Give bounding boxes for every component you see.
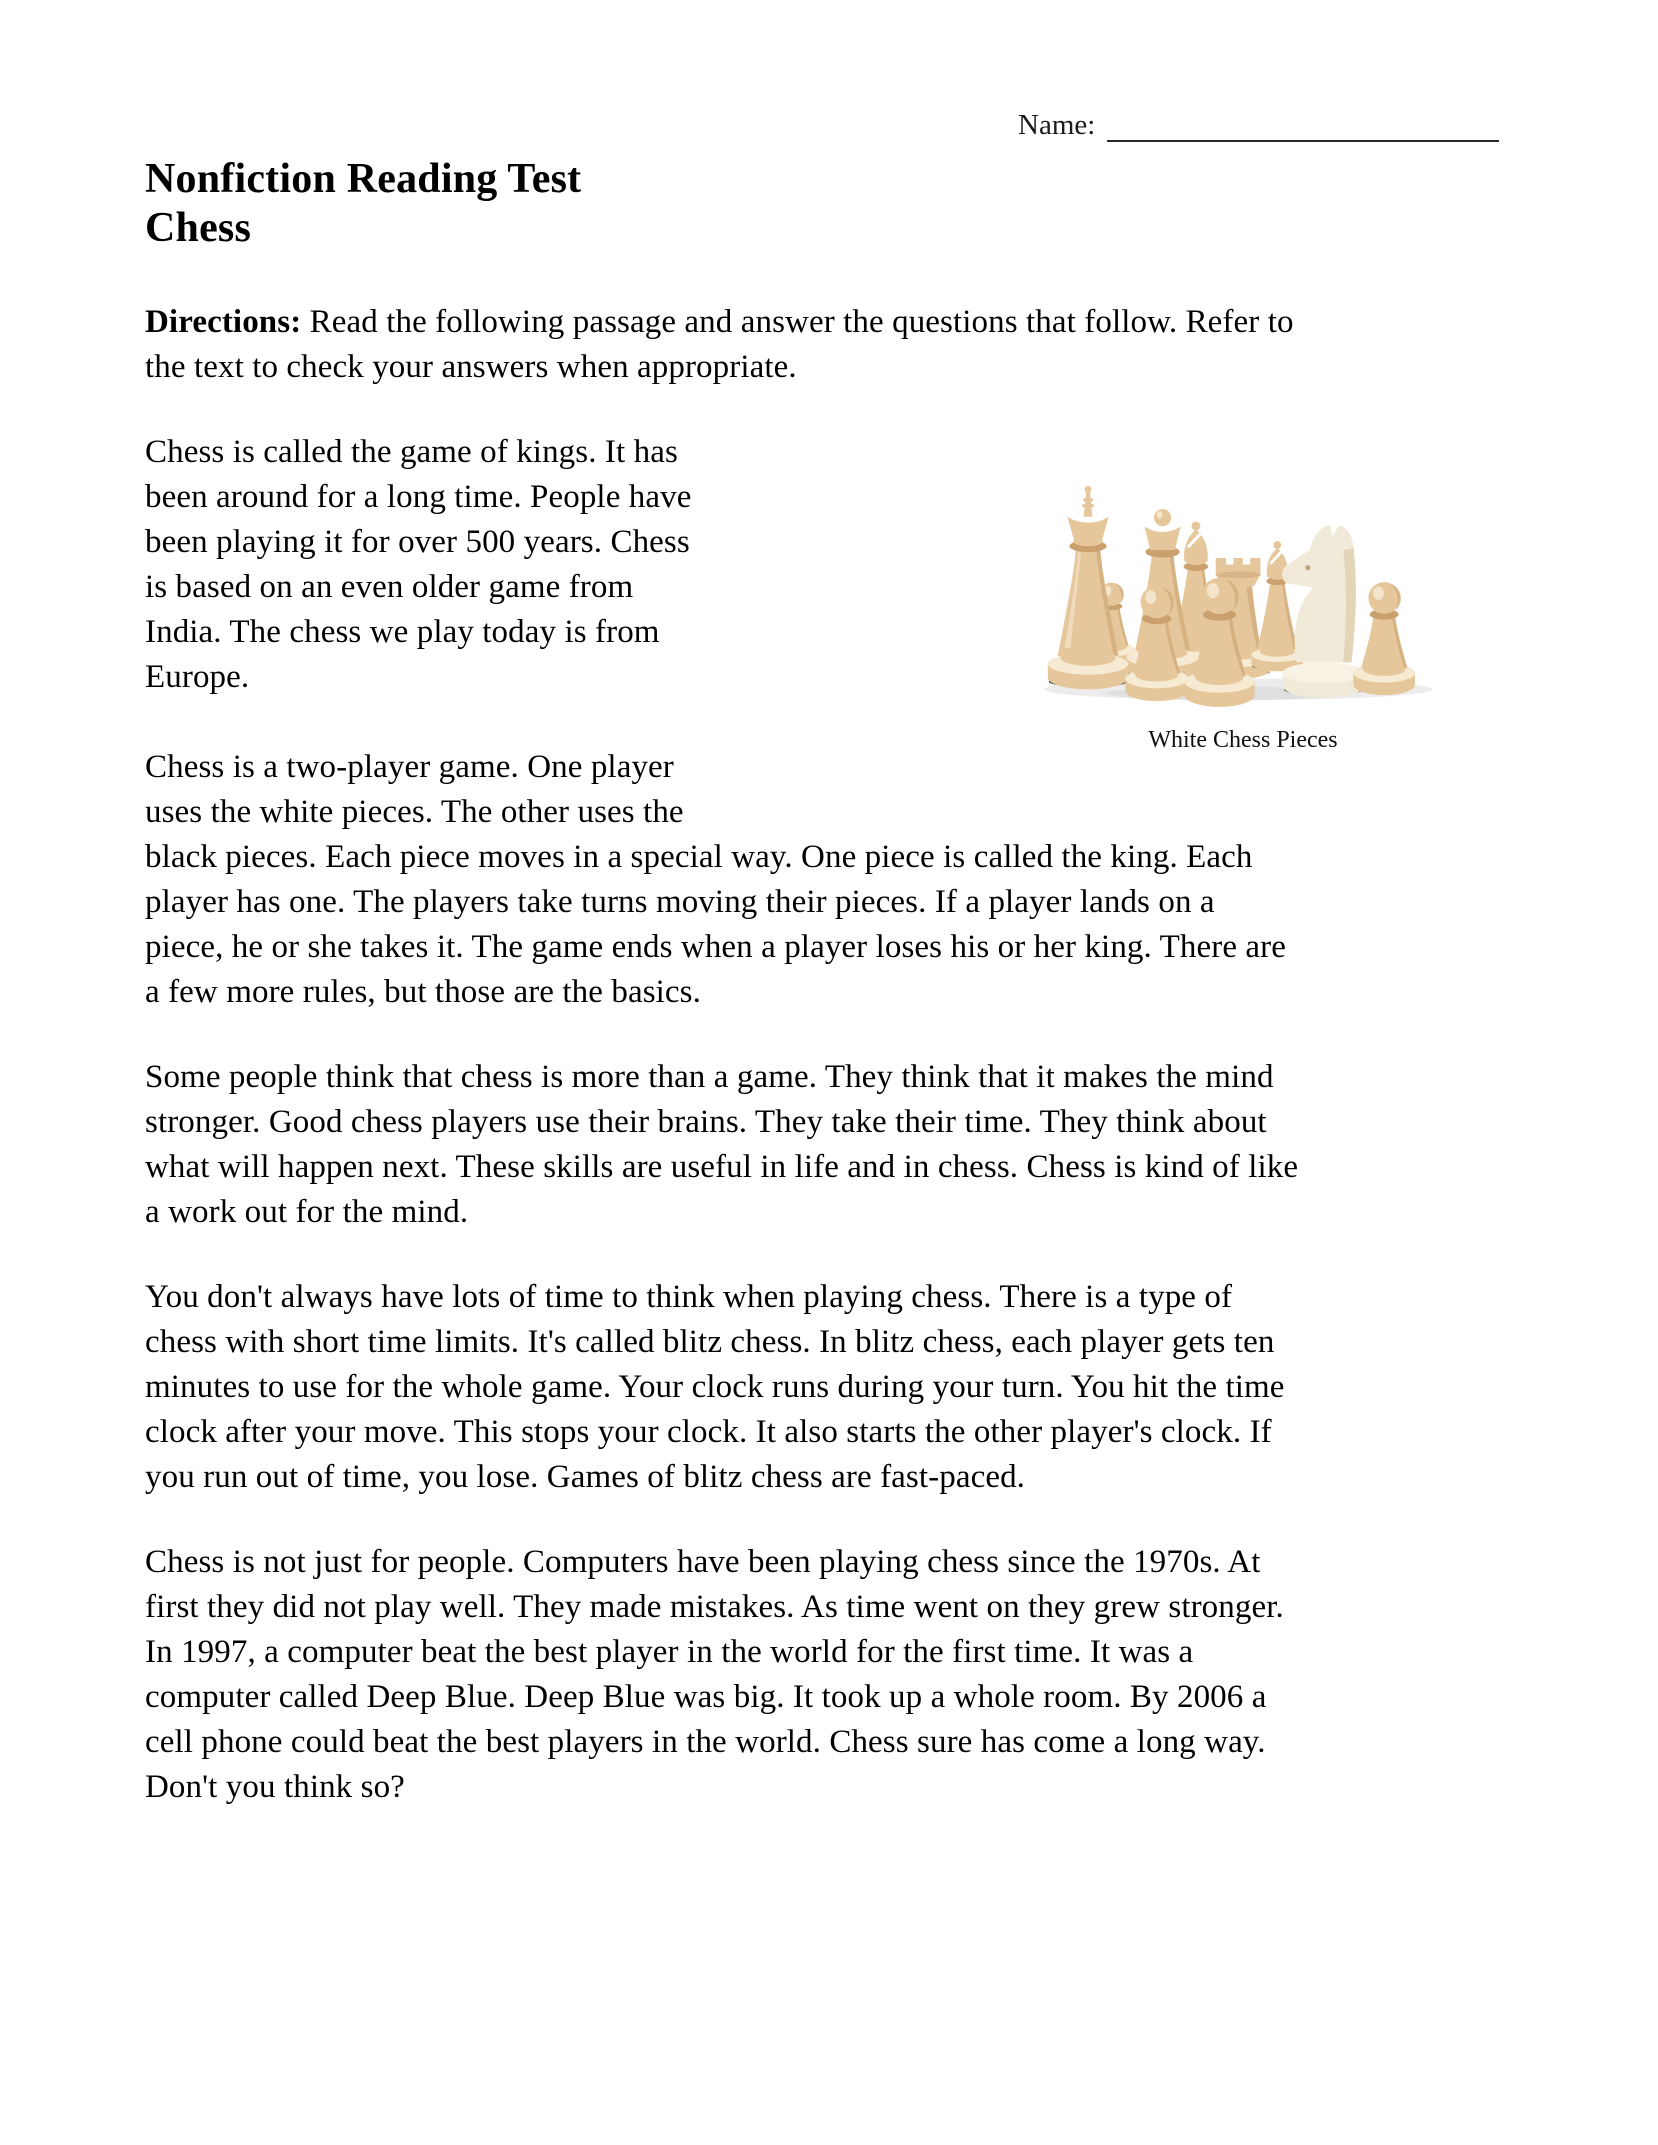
text-line: Chess is not just for people. Computers have been playing chess since the 1970s. At	[145, 1544, 1261, 1580]
paragraph-5	[145, 1540, 1513, 1810]
text-line: Chess is called the game of kings. It has	[145, 434, 678, 470]
paragraph-3	[145, 1055, 1513, 1235]
text-line: India. The chess we play today is from	[145, 614, 660, 650]
text-line: cell phone could beat the best players in the world. Chess sure has come a long way.	[145, 1724, 1266, 1760]
text-line: stronger. Good chess players use their brains. They take their time. They think about	[145, 1104, 1267, 1140]
text-line: Europe.	[145, 659, 250, 695]
chess-figure	[973, 436, 1513, 755]
text-line: the text to check your answers when appropriate.	[145, 349, 797, 385]
text-line: clock after your move. This stops your clock. It also starts the other player's clock. If	[145, 1414, 1272, 1450]
text-line: a few more rules, but those are the basics.	[145, 974, 701, 1010]
name-blank-line	[1107, 106, 1499, 142]
text-line: Don't you think so?	[145, 1769, 405, 1805]
name-label: Name:	[1018, 109, 1096, 141]
text-line: Chess is a two-player game. One player	[145, 749, 674, 785]
paragraph-2	[145, 745, 1513, 1015]
text-line: black pieces. Each piece moves in a special way. One piece is called the king. Each	[145, 839, 1253, 875]
text-line: In 1997, a computer beat the best player in the world for the first time. It was a	[145, 1634, 1194, 1670]
text-line: computer called Deep Blue. Deep Blue was big. It took up a whole room. By 2006 a	[145, 1679, 1267, 1715]
text-line: minutes to use for the whole game. Your clock runs during your turn. You hit the time	[145, 1369, 1285, 1405]
directions-label: Directions:	[145, 304, 302, 340]
title-block	[145, 155, 1513, 253]
directions-text: Read the following passage and answer the questions that follow. Refer to	[309, 304, 1294, 340]
text-line: chess with short time limits. It's called blitz chess. In blitz chess, each player gets ten	[145, 1324, 1275, 1360]
text-line: been playing it for over 500 years. Chess	[145, 524, 690, 560]
paragraph-4	[145, 1275, 1513, 1500]
directions-paragraph	[145, 300, 1513, 390]
page-subtitle: Chess	[145, 205, 252, 251]
text-line: a work out for the mind.	[145, 1194, 469, 1230]
text-line: You don't always have lots of time to think when playing chess. There is a type of	[145, 1279, 1233, 1315]
figure-caption: White Chess Pieces	[1148, 727, 1338, 753]
text-line: uses the white pieces. The other uses the	[145, 794, 684, 830]
text-line: is based on an even older game from	[145, 569, 634, 605]
text-line: been around for a long time. People have	[145, 479, 692, 515]
text-line: piece, he or she takes it. The game ends when a player loses his or her king. There are	[145, 929, 1286, 965]
text-line: first they did not play well. They made mistakes. As time went on they grew stronger.	[145, 1589, 1284, 1625]
page-title: Nonfiction Reading Test	[145, 156, 582, 202]
text-line: what will happen next. These skills are useful in life and in chess. Chess is kind of like	[145, 1149, 1299, 1185]
text-line: Some people think that chess is more than a game. They think that it makes the mind	[145, 1059, 1274, 1095]
name-row	[1018, 106, 1499, 142]
text-line: you run out of time, you lose. Games of blitz chess are fast-paced.	[145, 1459, 1026, 1495]
pawn-piece	[1353, 582, 1415, 695]
knight-piece	[1282, 525, 1364, 698]
text-line	[145, 300, 1513, 345]
chess-pieces-image	[1037, 452, 1449, 707]
text-line: player has one. The players take turns moving their pieces. If a player lands on a	[145, 884, 1215, 920]
paragraph-1	[145, 430, 1513, 753]
